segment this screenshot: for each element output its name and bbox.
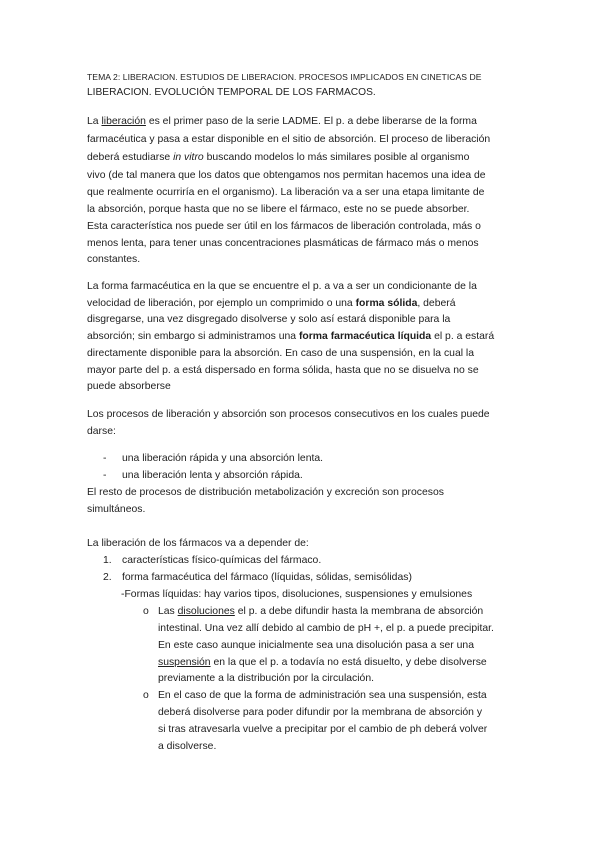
p1-line-1 [87,115,477,128]
sub-b2-line-1: En el caso de que la forma de administración sea una suspensión, esta [158,690,487,701]
p1-line-3-b: buscando modelos lo más similares posible al organismo [203,152,470,163]
sub-b2-line-3: si tras atravesarla vuelve a precipitar por el cambio de ph deberá volver [158,724,488,735]
p1-line-1-a: La [87,116,102,127]
sub-b1-line-4 [158,656,487,669]
p4-line-2: simultáneos. [87,504,146,515]
term-in-vitro: in vitro [173,152,204,163]
dash-item-2: una liberación lenta y absorción rápida. [122,470,303,481]
p1-line-3-a: deberá estudiarse [87,152,174,163]
sub-b1-line-1-a: Las [158,606,178,617]
num-item-2: forma farmacéutica del fármaco (líquidas, sólidas, semisólidas) [122,572,412,583]
p1-line-5: que realmente ocurriría en el organismo). La liberación va a ser una etapa limitante de [87,187,485,198]
p2-line-2 [87,297,456,310]
sub-b1-line-4-b: en la que el p. a todavía no está disuelto, y debe disolverse [210,657,487,668]
p3-line-1: Los procesos de liberación y absorción son procesos consecutivos en los cuales puede [87,409,490,420]
circle-bullet-marker: o [143,606,149,617]
dash-marker: - [103,470,107,481]
sub-b1-line-2: intestinal. Una vez allí debido al cambio de pH +, el p. a puede precipitar. [158,623,494,634]
sub-b1-line-1-b: el p. a debe difundir hasta la membrana de absorción [234,606,484,617]
sub-b1-line-5: previamente a la distribución por la circulación. [158,673,375,684]
p5-line-1: La liberación de los fármacos va a depender de: [87,538,309,549]
p1-line-1-b: es el primer paso de la serie LADME. El p. a debe liberarse de la forma [145,116,477,127]
term-disoluciones: disoluciones [177,606,235,617]
p2-line-6: mayor parte del p. a está dispersado en forma sólida, hasta que no se disuelva no se [87,365,479,376]
p1-line-9: constantes. [87,254,141,265]
p1-line-2: farmacéutica y pasa a estar disponible en el sitio de absorción. El proceso de liberación [87,134,491,145]
sub-b2-line-2: deberá disolverse para poder difundir por la membrana de absorción y [158,707,483,718]
p1-line-7: Esta característica nos puede ser útil en los fármacos de liberación controlada, más o [87,221,481,232]
p2-line-3: disgregarse, una vez disgregado disolverse y solo así estará disponible para la [87,314,451,325]
p2-line-2-c: , deberá [417,298,456,309]
p1-line-3 [87,151,469,164]
p2-line-4 [87,330,494,343]
p2-line-2-a: velocidad de liberación, por ejemplo un comprimido o una [87,298,356,309]
sub-b1-line-1 [158,605,483,618]
term-liberacion: liberación [101,116,146,127]
p2-line-7: puede absorberse [87,381,171,392]
num-item-1: características físico-químicas del fármaco. [122,555,322,566]
sub-b1-line-3: En este caso aunque inicialmente sea una disolución pasa a ser una [158,640,474,651]
p2-line-4-a: absorción; sin embargo si administramos una [87,331,299,342]
p1-line-8: menos lenta, para tener unas concentraciones plasmáticas de fármaco más o menos [87,238,479,249]
p1-line-4: vivo (de tal manera que los datos que obtengamos nos permitan hacemos una idea de [87,170,486,181]
p1-line-6: la absorción, porque hasta que no se libere el fármaco, este no se puede absorber. [87,204,470,215]
num-marker-1: 1. [103,555,112,566]
circle-bullet-marker: o [143,690,149,701]
p2-line-1: La forma farmacéutica en la que se encuentre el p. a va a ser un condicionante de la [87,281,477,292]
term-suspension: suspensión [158,657,211,668]
p3-line-2: darse: [87,426,116,437]
term-forma-liquida: forma farmacéutica líquida [298,331,432,342]
p2-line-5: directamente disponible para la absorción. En caso de una suspensión, en la cual la [87,348,475,359]
p2-line-4-c: el p. a estará [431,331,495,342]
title-line-2: LIBERACION. EVOLUCIÓN TEMPORAL DE LOS FARMACOS. [87,87,376,98]
dash-item-1: una liberación rápida y una absorción lenta. [122,453,324,464]
num-marker-2: 2. [103,572,112,583]
title-line-1: TEMA 2: LIBERACION. ESTUDIOS DE LIBERACION. PROCESOS IMPLICADOS EN CINETICAS DE [87,72,482,82]
p4-line-1: El resto de procesos de distribución metabolización y excreción son procesos [87,487,444,498]
dash-marker: - [103,453,107,464]
term-forma-solida: forma sólida [355,298,418,309]
sub-b2-line-4: a disolverse. [158,741,217,752]
sub-intro: -Formas líquidas: hay varios tipos, disoluciones, suspensiones y emulsiones [121,589,473,600]
